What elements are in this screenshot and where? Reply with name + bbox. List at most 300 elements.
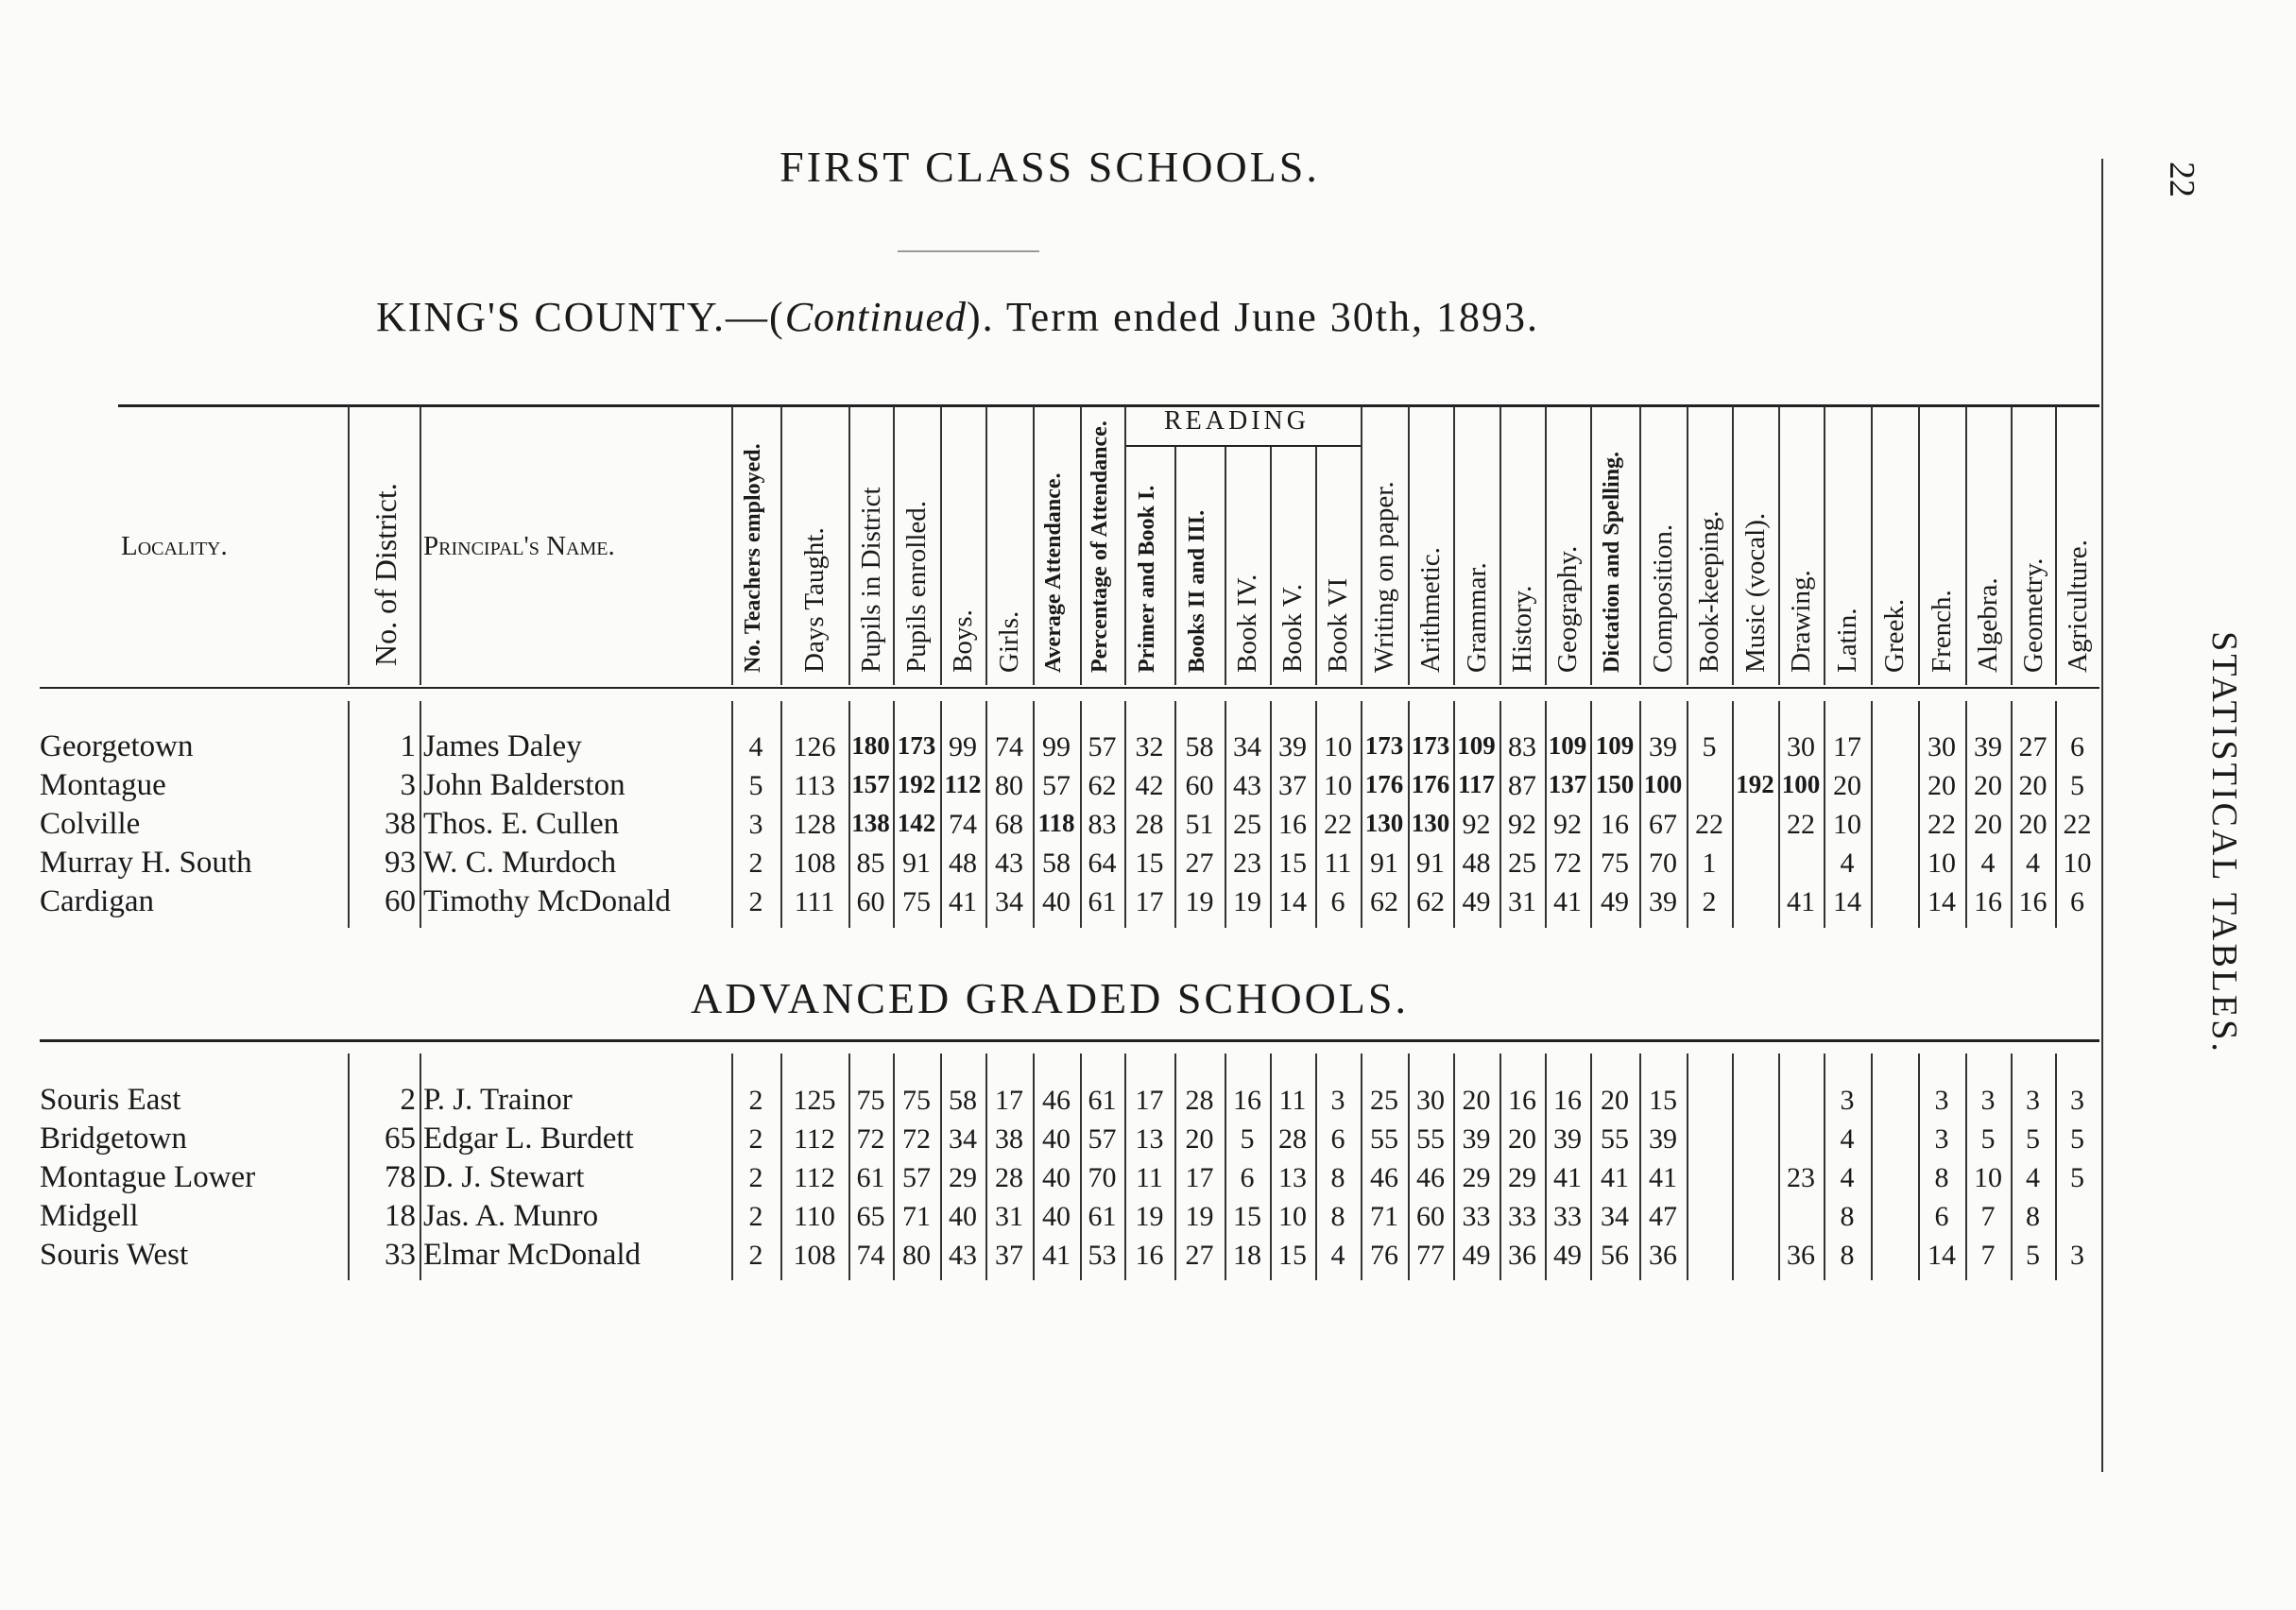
- page-number: 22: [2162, 162, 2202, 197]
- table-cell: 5: [1980, 1123, 1996, 1155]
- table-cell: 28: [1135, 809, 1164, 840]
- column-rule-header: [348, 406, 350, 685]
- header-col-15: Grammar.: [1461, 562, 1492, 673]
- table-cell: 4: [1840, 848, 1855, 879]
- table-cell: 31: [995, 1201, 1023, 1232]
- table-cell: 39: [1462, 1123, 1491, 1155]
- table-cell: 29: [1462, 1162, 1491, 1193]
- header-col-5: Girls.: [994, 610, 1024, 673]
- table-cell: 46: [1370, 1162, 1398, 1193]
- table-cell: 34: [1601, 1201, 1629, 1232]
- table-cell: 22: [1324, 809, 1352, 840]
- column-rule-header: [940, 406, 942, 685]
- table-cell: 60: [1185, 770, 1214, 801]
- table-cell: 77: [1416, 1240, 1445, 1271]
- subtitle-county: KING'S COUNTY.—(: [376, 294, 785, 340]
- row-principal: Elmar McDonald: [423, 1238, 642, 1272]
- table-cell: 16: [1601, 809, 1629, 840]
- table-cell: 126: [793, 731, 836, 762]
- table-cell: 15: [1649, 1085, 1677, 1116]
- column-rule-body: [1732, 701, 1734, 928]
- table-cell: 5: [2070, 1162, 2084, 1193]
- subtitle: [376, 293, 1539, 341]
- row-principal: James Daley: [423, 729, 582, 763]
- table-cell: 41: [1649, 1162, 1677, 1193]
- table-cell: 39: [1649, 886, 1677, 917]
- table-cell: 2: [748, 1123, 763, 1155]
- header-col-11: Book V.: [1277, 583, 1308, 673]
- table-cell: 67: [1649, 809, 1677, 840]
- subtitle-continued: Continued: [784, 294, 968, 340]
- table-cell: 31: [1508, 886, 1536, 917]
- table-cell: 16: [1233, 1085, 1261, 1116]
- table-cell: 53: [1088, 1240, 1117, 1271]
- table-cell: 3: [1330, 1085, 1345, 1116]
- table-cell: 25: [1508, 848, 1536, 879]
- table-cell: 4: [1980, 848, 1996, 879]
- table-cell: 28: [995, 1162, 1023, 1193]
- header-district: No. of District.: [368, 483, 403, 666]
- header-col-10: Book IV.: [1232, 574, 1262, 673]
- header-col-28: Agriculture.: [2062, 540, 2093, 673]
- table-cell: 8: [1934, 1162, 1949, 1193]
- header-col-13: Writing on paper.: [1369, 481, 1399, 673]
- table-cell: 32: [1135, 731, 1164, 762]
- table-cell: 16: [1278, 809, 1307, 840]
- table-header-bottom-rule: [40, 687, 2099, 689]
- table-cell: 108: [793, 848, 836, 879]
- column-rule-header: [1545, 406, 1547, 685]
- header-col-22: Drawing.: [1786, 570, 1816, 673]
- column-rule-body: [420, 701, 421, 928]
- table-cell: 28: [1185, 1085, 1214, 1116]
- row-principal: W. C. Murdoch: [423, 846, 617, 880]
- table-cell: 10: [1928, 848, 1956, 879]
- row-locality: Cardigan: [40, 884, 154, 918]
- column-rule-header: [848, 406, 850, 685]
- table-cell: 5: [2026, 1240, 2040, 1271]
- table-cell: 22: [1787, 809, 1815, 840]
- table-cell: 30: [1416, 1085, 1445, 1116]
- table-cell: 112: [794, 1162, 835, 1193]
- table-cell: 39: [1278, 731, 1307, 762]
- header-col-12: Book VI: [1323, 577, 1353, 673]
- table-cell: 74: [995, 731, 1023, 762]
- row-district: 18: [385, 1199, 416, 1233]
- table-cell: 30: [1928, 731, 1956, 762]
- section2-top-rule: [40, 1039, 2099, 1042]
- header-principal: Principal's Name.: [423, 531, 615, 561]
- row-locality: Montague Lower: [40, 1160, 256, 1194]
- table-cell: 62: [1370, 886, 1398, 917]
- row-district: 65: [385, 1122, 416, 1156]
- table-cell: 19: [1185, 1201, 1214, 1232]
- table-cell: 20: [1974, 770, 2002, 801]
- table-cell: 125: [793, 1085, 836, 1116]
- table-cell: 16: [1135, 1240, 1164, 1271]
- table-cell: 19: [1233, 886, 1261, 917]
- table-cell: 192: [1736, 770, 1774, 798]
- column-rule-header: [1124, 406, 1126, 685]
- reading-rule: [1124, 445, 1361, 447]
- column-rule-header: [420, 406, 421, 685]
- table-cell: 91: [1370, 848, 1398, 879]
- table-cell: 8: [1330, 1201, 1345, 1232]
- table-cell: 34: [1233, 731, 1261, 762]
- column-rule-header: [1174, 447, 1176, 685]
- header-col-6: Average Attendance.: [1041, 472, 1066, 673]
- table-cell: 2: [748, 1201, 763, 1232]
- table-cell: 4: [748, 731, 763, 762]
- table-cell: 57: [1042, 770, 1071, 801]
- column-rule-header: [1639, 406, 1641, 685]
- table-cell: 46: [1416, 1162, 1445, 1193]
- table-cell: 40: [1042, 886, 1071, 917]
- table-cell: 18: [1233, 1240, 1261, 1271]
- table-cell: 65: [856, 1201, 885, 1232]
- row-locality: Colville: [40, 807, 141, 841]
- table-cell: 7: [1980, 1201, 1996, 1232]
- table-cell: 25: [1233, 809, 1261, 840]
- table-cell: 76: [1370, 1240, 1398, 1271]
- table-cell: 56: [1601, 1240, 1629, 1271]
- table-cell: 27: [2018, 731, 2048, 762]
- subtitle-term: ). Term ended June 30th, 1893.: [967, 294, 1540, 340]
- row-locality: Murray H. South: [40, 846, 252, 880]
- table-cell: 3: [1840, 1085, 1855, 1116]
- table-cell: 113: [794, 770, 835, 801]
- table-cell: 130: [1411, 809, 1450, 837]
- table-cell: 99: [1042, 731, 1071, 762]
- header-col-20: Book-keeping.: [1694, 510, 1724, 673]
- header-col-25: French.: [1927, 590, 1957, 673]
- table-cell: 20: [1508, 1123, 1536, 1155]
- table-cell: 13: [1278, 1162, 1307, 1193]
- row-locality: Souris West: [40, 1238, 189, 1272]
- table-cell: 112: [794, 1123, 835, 1155]
- table-cell: 51: [1185, 809, 1214, 840]
- section-title-first-class: FIRST CLASS SCHOOLS.: [780, 143, 1320, 191]
- table-cell: 34: [995, 886, 1023, 917]
- column-rule-header: [1778, 406, 1780, 685]
- table-cell: 60: [1416, 1201, 1445, 1232]
- table-cell: 173: [897, 731, 936, 760]
- table-cell: 128: [793, 809, 836, 840]
- table-cell: 92: [1462, 809, 1491, 840]
- table-cell: 39: [1649, 731, 1677, 762]
- table-cell: 109: [1595, 731, 1635, 760]
- table-cell: 48: [949, 848, 977, 879]
- table-cell: 37: [1278, 770, 1307, 801]
- table-cell: 70: [1649, 848, 1677, 879]
- table-cell: 55: [1601, 1123, 1629, 1155]
- table-cell: 61: [1088, 886, 1117, 917]
- table-cell: 2: [748, 886, 763, 917]
- column-rule-header: [1453, 406, 1455, 685]
- table-cell: 109: [1457, 731, 1496, 760]
- column-rule-header: [1225, 447, 1226, 685]
- table-cell: 39: [1553, 1123, 1582, 1155]
- table-cell: 100: [1643, 770, 1683, 798]
- header-col-21: Music (vocal).: [1739, 512, 1771, 673]
- table-cell: 20: [1833, 770, 1861, 801]
- column-rule-header: [2011, 406, 2013, 685]
- table-cell: 40: [1042, 1201, 1071, 1232]
- table-cell: 92: [1508, 809, 1536, 840]
- table-cell: 108: [793, 1240, 836, 1271]
- column-rule-header: [780, 406, 782, 685]
- table-cell: 36: [1649, 1240, 1677, 1271]
- title-divider: [898, 250, 1039, 252]
- row-principal: Timothy McDonald: [423, 884, 671, 918]
- column-rule-header: [1315, 447, 1317, 685]
- table-cell: 29: [949, 1162, 977, 1193]
- row-locality: Georgetown: [40, 729, 194, 763]
- table-cell: 74: [949, 809, 977, 840]
- table-cell: 15: [1278, 1240, 1307, 1271]
- table-cell: 192: [897, 770, 936, 798]
- side-label: STATISTICAL TABLES.: [2203, 631, 2244, 1054]
- section-title-advanced: ADVANCED GRADED SCHOOLS.: [691, 974, 1409, 1022]
- table-cell: 72: [1553, 848, 1582, 879]
- table-cell: 80: [902, 1240, 931, 1271]
- header-col-0: No. Teachers employed.: [741, 443, 765, 673]
- row-principal: Edgar L. Burdett: [423, 1122, 634, 1156]
- header-col-23: Latin.: [1832, 608, 1862, 673]
- table-cell: 2: [748, 1162, 763, 1193]
- table-cell: 57: [1088, 731, 1117, 762]
- header-reading: READING: [1164, 406, 1310, 436]
- table-cell: 55: [1370, 1123, 1398, 1155]
- table-cell: 38: [995, 1123, 1023, 1155]
- header-col-26: Algebra.: [1973, 577, 2003, 673]
- table-cell: 16: [1508, 1085, 1536, 1116]
- table-cell: 16: [1974, 886, 2002, 917]
- table-cell: 3: [1934, 1123, 1949, 1155]
- header-col-8: Primer and Book I.: [1134, 485, 1159, 673]
- table-cell: 41: [1787, 886, 1815, 917]
- table-cell: 150: [1595, 770, 1635, 798]
- header-col-14: Arithmetic.: [1415, 547, 1446, 673]
- table-cell: 20: [2018, 809, 2048, 840]
- row-district: 2: [400, 1083, 416, 1117]
- table-cell: 3: [2026, 1085, 2040, 1116]
- table-cell: 68: [995, 809, 1023, 840]
- column-rule-body: [1871, 1053, 1873, 1280]
- table-cell: 29: [1508, 1162, 1536, 1193]
- table-cell: 22: [2063, 809, 2092, 840]
- table-cell: 8: [1840, 1201, 1855, 1232]
- table-cell: 3: [748, 809, 763, 840]
- table-cell: 22: [1928, 809, 1956, 840]
- column-rule-header: [985, 406, 987, 685]
- header-col-2: Pupils in District: [855, 487, 886, 673]
- table-top-rule: [118, 404, 2099, 407]
- column-rule-header: [2055, 406, 2057, 685]
- table-cell: 4: [1330, 1240, 1345, 1271]
- column-rule-header: [1499, 406, 1501, 685]
- row-district: 60: [385, 884, 416, 918]
- table-cell: 40: [1042, 1123, 1071, 1155]
- table-cell: 60: [856, 886, 885, 917]
- table-cell: 180: [851, 731, 890, 760]
- table-cell: 19: [1135, 1201, 1164, 1232]
- table-cell: 36: [1787, 1240, 1815, 1271]
- table-cell: 33: [1508, 1201, 1536, 1232]
- table-cell: 15: [1278, 848, 1307, 879]
- row-district: 33: [385, 1238, 416, 1272]
- table-cell: 2: [748, 848, 763, 879]
- table-cell: 55: [1416, 1123, 1445, 1155]
- table-cell: 41: [1553, 886, 1582, 917]
- header-col-7: Percentage of Attendance.: [1087, 420, 1112, 673]
- table-cell: 47: [1649, 1201, 1677, 1232]
- table-cell: 92: [1553, 809, 1582, 840]
- table-cell: 61: [856, 1162, 885, 1193]
- column-rule-header: [1408, 406, 1410, 685]
- table-cell: 22: [1695, 809, 1723, 840]
- row-district: 38: [385, 807, 416, 841]
- table-cell: 10: [1324, 770, 1352, 801]
- table-cell: 137: [1548, 770, 1587, 798]
- table-cell: 14: [1278, 886, 1307, 917]
- table-cell: 41: [1601, 1162, 1629, 1193]
- table-cell: 3: [2070, 1240, 2084, 1271]
- table-cell: 49: [1462, 886, 1491, 917]
- table-cell: 91: [902, 848, 931, 879]
- table-cell: 27: [1185, 848, 1214, 879]
- table-cell: 62: [1088, 770, 1117, 801]
- table-cell: 99: [949, 731, 977, 762]
- table-cell: 6: [1330, 1123, 1345, 1155]
- table-cell: 6: [1240, 1162, 1255, 1193]
- table-cell: 23: [1787, 1162, 1815, 1193]
- table-cell: 25: [1370, 1085, 1398, 1116]
- table-cell: 176: [1411, 770, 1450, 798]
- header-col-18: Dictation and Spelling.: [1600, 451, 1624, 673]
- row-principal: Thos. E. Cullen: [423, 807, 620, 841]
- row-district: 78: [385, 1160, 416, 1194]
- table-cell: 37: [995, 1240, 1023, 1271]
- table-cell: 11: [1136, 1162, 1163, 1193]
- header-col-24: Greek.: [1879, 598, 1910, 673]
- table-cell: 61: [1088, 1201, 1117, 1232]
- table-cell: 11: [1324, 848, 1352, 879]
- table-cell: 72: [856, 1123, 885, 1155]
- table-cell: 3: [2070, 1085, 2084, 1116]
- table-cell: 71: [1370, 1201, 1398, 1232]
- table-cell: 2: [748, 1240, 763, 1271]
- table-cell: 75: [856, 1085, 885, 1116]
- table-cell: 20: [1601, 1085, 1629, 1116]
- table-cell: 110: [794, 1201, 835, 1232]
- table-cell: 41: [949, 886, 977, 917]
- header-col-3: Pupils enrolled.: [901, 500, 932, 673]
- table-cell: 130: [1364, 809, 1404, 837]
- table-cell: 23: [1233, 848, 1261, 879]
- table-cell: 70: [1088, 1162, 1117, 1193]
- table-cell: 7: [1980, 1240, 1996, 1271]
- table-cell: 10: [1833, 809, 1861, 840]
- table-cell: 43: [949, 1240, 977, 1271]
- header-col-4: Boys.: [948, 609, 978, 673]
- table-cell: 117: [1457, 770, 1495, 798]
- table-cell: 72: [902, 1123, 931, 1155]
- table-cell: 14: [1833, 886, 1861, 917]
- table-cell: 5: [1702, 731, 1717, 762]
- header-locality: Locality.: [121, 531, 228, 561]
- column-rule-body: [1732, 1053, 1734, 1280]
- column-rule-header: [1080, 406, 1082, 685]
- table-cell: 58: [949, 1085, 977, 1116]
- table-cell: 41: [1553, 1162, 1582, 1193]
- table-cell: 176: [1364, 770, 1404, 798]
- table-cell: 20: [1462, 1085, 1491, 1116]
- table-cell: 111: [794, 886, 835, 917]
- table-cell: 3: [1980, 1085, 1996, 1116]
- table-cell: 30: [1787, 731, 1815, 762]
- header-col-9: Books II and III.: [1184, 509, 1209, 673]
- table-cell: 138: [851, 809, 890, 837]
- table-cell: 10: [1278, 1201, 1307, 1232]
- table-cell: 11: [1278, 1085, 1307, 1116]
- column-rule-header: [1270, 447, 1272, 685]
- table-cell: 4: [2026, 848, 2040, 879]
- table-cell: 39: [1649, 1123, 1677, 1155]
- table-cell: 17: [995, 1085, 1023, 1116]
- table-cell: 17: [1135, 886, 1164, 917]
- table-cell: 15: [1233, 1201, 1261, 1232]
- table-cell: 118: [1037, 809, 1075, 837]
- column-rule-header: [1965, 406, 1967, 685]
- table-cell: 8: [1840, 1240, 1855, 1271]
- table-cell: 14: [1928, 886, 1956, 917]
- table-cell: 5: [2070, 770, 2084, 801]
- table-cell: 27: [1185, 1240, 1214, 1271]
- column-rule-body: [420, 1053, 421, 1280]
- table-cell: 6: [2070, 731, 2084, 762]
- table-cell: 157: [851, 770, 890, 798]
- header-col-17: Geography.: [1552, 545, 1583, 673]
- header-col-27: Geometry.: [2017, 557, 2048, 673]
- table-cell: 15: [1135, 848, 1164, 879]
- table-cell: 40: [949, 1201, 977, 1232]
- column-rule-header: [1033, 406, 1035, 685]
- row-principal: Jas. A. Munro: [423, 1199, 599, 1233]
- row-district: 3: [400, 768, 416, 802]
- table-cell: 5: [748, 770, 763, 801]
- row-principal: John Balderston: [423, 768, 625, 802]
- table-cell: 61: [1088, 1085, 1117, 1116]
- table-cell: 75: [1601, 848, 1629, 879]
- column-rule-header: [1732, 406, 1734, 685]
- table-cell: 57: [902, 1162, 931, 1193]
- table-cell: 112: [944, 770, 982, 798]
- table-cell: 5: [1240, 1123, 1255, 1155]
- table-cell: 74: [856, 1240, 885, 1271]
- table-cell: 142: [897, 809, 936, 837]
- table-cell: 75: [902, 1085, 931, 1116]
- column-rule-body: [1687, 1053, 1688, 1280]
- column-rule-header: [1361, 406, 1362, 685]
- column-rule-header: [1687, 406, 1688, 685]
- table-cell: 6: [1934, 1201, 1949, 1232]
- right-margin-rule: [2101, 159, 2103, 1472]
- table-cell: 46: [1042, 1085, 1071, 1116]
- table-cell: 173: [1411, 731, 1450, 760]
- table-cell: 17: [1833, 731, 1861, 762]
- header-col-19: Composition.: [1648, 523, 1678, 673]
